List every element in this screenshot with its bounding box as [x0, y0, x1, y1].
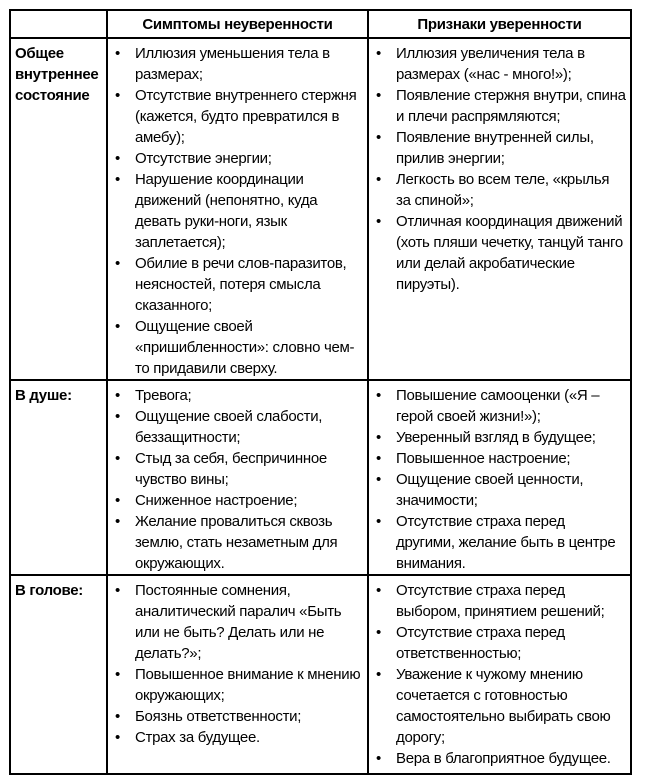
list-item-text: Стыд за себя, беспричинное чувство вины; — [135, 450, 327, 488]
list-item-text: Боязнь ответственности; — [135, 708, 302, 725]
bullet-icon: • — [376, 513, 381, 530]
list-item — [369, 43, 626, 85]
table-row-in-head — [10, 575, 631, 774]
bullet-icon: • — [115, 45, 120, 62]
bullet-icon: • — [376, 450, 381, 467]
insecurity-cell — [107, 380, 368, 575]
list-item-text: Тревога; — [135, 387, 192, 404]
list-item — [369, 427, 626, 448]
list-item — [108, 511, 363, 574]
list-item-text: Отсутствие энергии; — [135, 150, 272, 167]
list-item-text: Отсутствие страха перед другими, желание быть в центре внимания. — [396, 513, 616, 572]
list-item-text: Повышенное настроение; — [396, 450, 571, 467]
table-row-general-state — [10, 38, 631, 380]
list-item-text: Вера в благоприятное будущее. — [396, 750, 611, 767]
bullet-icon: • — [376, 471, 381, 488]
list-item-text: Страх за будущее. — [135, 729, 260, 746]
list-item — [369, 211, 626, 295]
bullet-icon: • — [376, 213, 381, 230]
list-item-text: Появление стержня внутри, спина и плечи распрямляются; — [396, 87, 626, 125]
list-item — [369, 85, 626, 127]
list-item — [108, 316, 363, 379]
table-header-row — [10, 10, 631, 38]
list-item-text: Отсутствие страха перед ответственностью; — [396, 624, 565, 662]
bullet-icon: • — [115, 513, 120, 530]
list-item — [108, 490, 363, 511]
list-item-text: Ощущение своей «пришибленности»: словно чем-то придавили сверху. — [135, 318, 355, 377]
bullet-icon: • — [376, 750, 381, 767]
table-row-in-soul — [10, 380, 631, 575]
list-item-text: Сниженное настроение; — [135, 492, 298, 509]
bullet-list — [108, 580, 363, 748]
confidence-cell — [368, 575, 631, 774]
bullet-icon: • — [115, 318, 120, 335]
bullet-icon: • — [376, 129, 381, 146]
list-item-text: Повышение самооценки («Я – герой своей жизни!»); — [396, 387, 600, 425]
list-item-text: Легкость во всем теле, «крылья за спиной»; — [396, 171, 610, 209]
list-item-text: Обилие в речи слов-паразитов, неясностей, потеря смысла сказанного; — [135, 255, 347, 314]
list-item-text: Нарушение координации движений (непонятно, куда девать руки-ноги, язык заплетается); — [135, 171, 318, 251]
list-item-text: Желание провалиться сквозь землю, стать незаметным для окружающих. — [135, 513, 338, 572]
bullet-icon: • — [376, 429, 381, 446]
insecurity-cell — [107, 38, 368, 380]
list-item-text: Отсутствие страха перед выбором, принятием решений; — [396, 582, 605, 620]
row-label: В душе: — [10, 380, 107, 575]
list-item-text: Отличная координация движений (хоть пляши чечетку, танцуй танго или делай акробатические пируэты). — [396, 213, 623, 293]
bullet-list — [369, 580, 626, 769]
list-item-text: Уважение к чужому мнению сочетается с готовностью самостоятельно выбирать свою дорогу; — [396, 666, 611, 746]
bullet-icon: • — [115, 408, 120, 425]
list-item — [108, 148, 363, 169]
list-item-text: Ощущение своей слабости, беззащитности; — [135, 408, 323, 446]
list-item — [108, 43, 363, 85]
bullet-icon: • — [115, 150, 120, 167]
list-item — [108, 385, 363, 406]
bullet-icon: • — [115, 171, 120, 188]
list-item — [108, 85, 363, 148]
list-item — [108, 253, 363, 316]
header-cell-blank — [10, 10, 107, 38]
row-label: В голове: — [10, 575, 107, 774]
bullet-icon: • — [115, 255, 120, 272]
list-item-text: Уверенный взгляд в будущее; — [396, 429, 596, 446]
bullet-icon: • — [376, 87, 381, 104]
bullet-list — [369, 385, 626, 574]
list-item-text: Постоянные сомнения, аналитический паралич «Быть или не быть? Делать или не делать?»; — [135, 582, 342, 662]
header-cell-insecurity: Симптомы неуверенности — [107, 10, 368, 38]
list-item — [369, 748, 626, 769]
bullet-icon: • — [115, 582, 120, 599]
confidence-cell — [368, 38, 631, 380]
bullet-icon: • — [115, 450, 120, 467]
list-item-text: Отсутствие внутреннего стержня (кажется, будто превратился в амебу); — [135, 87, 357, 146]
list-item-text: Ощущение своей ценности, значимости; — [396, 471, 584, 509]
list-item — [108, 580, 363, 664]
list-item — [108, 706, 363, 727]
insecurity-cell — [107, 575, 368, 774]
list-item — [108, 406, 363, 448]
comparison-table — [9, 9, 632, 775]
bullet-icon: • — [376, 666, 381, 683]
list-item-text: Появление внутренней силы, прилив энергии; — [396, 129, 594, 167]
bullet-icon: • — [376, 624, 381, 641]
list-item — [108, 664, 363, 706]
bullet-icon: • — [115, 87, 120, 104]
list-item-text: Иллюзия уменьшения тела в размерах; — [135, 45, 330, 83]
bullet-icon: • — [115, 492, 120, 509]
row-label: Общее внутреннее состояние — [10, 38, 107, 380]
list-item — [369, 469, 626, 511]
list-item — [369, 622, 626, 664]
bullet-icon: • — [376, 582, 381, 599]
list-item — [369, 511, 626, 574]
bullet-icon: • — [376, 171, 381, 188]
bullet-icon: • — [115, 666, 120, 683]
bullet-icon: • — [115, 729, 120, 746]
bullet-list — [108, 385, 363, 574]
list-item — [369, 580, 626, 622]
list-item — [369, 169, 626, 211]
list-item — [369, 448, 626, 469]
bullet-list — [108, 43, 363, 379]
list-item — [108, 727, 363, 748]
bullet-icon: • — [376, 387, 381, 404]
confidence-cell — [368, 380, 631, 575]
bullet-icon: • — [115, 387, 120, 404]
header-cell-confidence: Признаки уверенности — [368, 10, 631, 38]
bullet-icon: • — [115, 708, 120, 725]
list-item — [369, 127, 626, 169]
bullet-icon: • — [376, 45, 381, 62]
list-item — [108, 448, 363, 490]
list-item-text: Иллюзия увеличения тела в размерах («нас - много!»); — [396, 45, 585, 83]
list-item — [108, 169, 363, 253]
bullet-list — [369, 43, 626, 295]
list-item — [369, 385, 626, 427]
list-item-text: Повышенное внимание к мнению окружающих; — [135, 666, 361, 704]
list-item — [369, 664, 626, 748]
